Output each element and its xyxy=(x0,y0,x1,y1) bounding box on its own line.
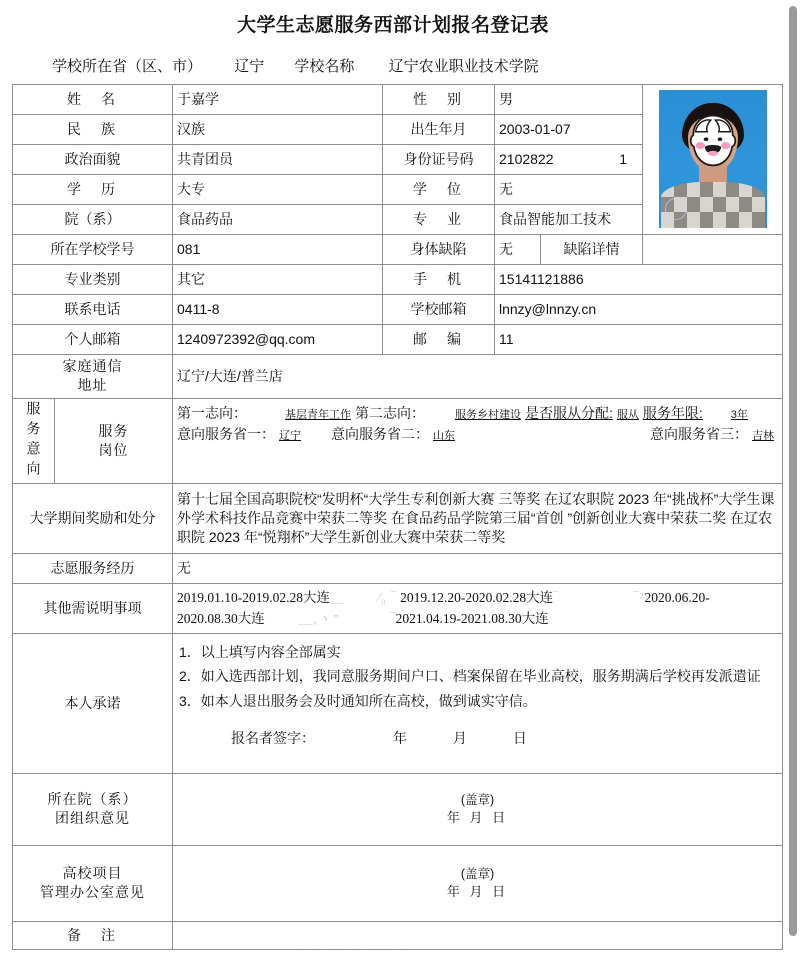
page-title: 大学生志愿服务西部计划报名登记表 xyxy=(236,15,549,36)
mobile-value: 15141121886 xyxy=(495,264,783,294)
office-opinion-label xyxy=(13,845,173,921)
ethnicity-value: 汉族 xyxy=(173,114,383,144)
gender-label: 性 别 xyxy=(383,84,495,114)
province-value: 辽宁 xyxy=(234,57,265,75)
other-matters-date-1: 2019.01.10-2019.02.28大连 xyxy=(177,589,330,605)
table-row xyxy=(13,483,783,553)
id-number-prefix: 2102822 xyxy=(499,150,554,167)
table-row xyxy=(13,773,783,845)
address-value: 辽宁/大连/普兰店 xyxy=(173,354,783,398)
office-date-text: 年 月 日 xyxy=(446,883,509,899)
disability-detail-label: 缺陷详情 xyxy=(541,234,643,264)
political-status-label: 政治面貌 xyxy=(13,144,173,174)
school-email-value: lnnzy@lnnzy.cn xyxy=(495,294,783,324)
avatar xyxy=(659,90,767,228)
pledge-item-2: 2．如入选西部计划，我同意服务期间户口、档案保留在毕业高校，服务期满后学校再发派遣证 xyxy=(179,668,761,685)
province-label: 学校所在省（区、市） xyxy=(52,57,203,75)
address-label-line1: 家庭通信 xyxy=(62,358,123,375)
cartoon-face-sticker-icon xyxy=(684,112,742,170)
degree-value: 无 xyxy=(495,174,643,204)
office-opinion-label-line2: 管理办公室意见 xyxy=(40,884,145,901)
political-status-value: 共青团员 xyxy=(173,144,383,174)
id-number-suffix: 1 xyxy=(619,150,628,167)
office-opinion-label-line1: 高校项目 xyxy=(62,865,123,882)
personal-email-value: 1240972392@qq.com xyxy=(173,324,383,354)
aspiration-provinces-line xyxy=(177,424,778,445)
first-choice-value: 基层青年工作 xyxy=(285,408,351,421)
school-email-label: 学校邮箱 xyxy=(383,294,495,324)
school-header xyxy=(52,55,800,76)
photo-cell xyxy=(643,84,783,234)
service-post-label xyxy=(55,398,173,483)
student-number-label: 所在学校学号 xyxy=(13,234,173,264)
phone-label: 联系电话 xyxy=(13,294,173,324)
signature-label: 报名者签字： xyxy=(231,730,315,747)
postcode-value: 11 xyxy=(495,324,783,354)
office-stamp-text: (盖章) xyxy=(460,866,495,881)
table-row xyxy=(13,234,783,264)
dept-opinion-label xyxy=(13,773,173,845)
birth-value: 2003-01-07 xyxy=(495,114,643,144)
dept-opinion-label-line1: 所在院（系） xyxy=(47,791,138,808)
table-row xyxy=(13,294,783,324)
aspiration-choices-line xyxy=(177,403,778,424)
major-label: 专 业 xyxy=(383,204,495,234)
awards-label: 大学期间奖励和处分 xyxy=(13,483,173,553)
service-years-label: 服务年限: xyxy=(642,404,703,421)
province1-label: 意向服务省一： xyxy=(177,425,275,442)
service-post-label-line1: 服务 xyxy=(98,422,129,439)
student-number-value: 081 xyxy=(173,234,383,264)
office-opinion-value xyxy=(173,845,783,921)
photo-seal-icon xyxy=(665,198,687,220)
pledge-item-1: 1．以上填写内容全部属实 xyxy=(179,643,341,660)
disability-value: 无 xyxy=(495,234,541,264)
obey-assignment-label: 是否服从分配: xyxy=(525,404,613,421)
scrollbar-thumb[interactable] xyxy=(789,6,797,936)
other-matters-label: 其他需说明事项 xyxy=(13,583,173,633)
table-row xyxy=(13,845,783,921)
aspiration-section-label: 服务意向 xyxy=(13,398,55,483)
table-row xyxy=(13,583,783,633)
birth-label: 出生年月 xyxy=(383,114,495,144)
name-value: 于嘉学 xyxy=(173,84,383,114)
page-scrollbar[interactable] xyxy=(786,0,800,976)
second-choice-value: 服务乡村建设 xyxy=(455,408,521,421)
other-matters-line-2: 2020.08.30大连 ＿‚ヽ⁼ ‾2021.04.19-2021.08.30大连 xyxy=(177,611,549,627)
address-label xyxy=(13,354,173,398)
education-value: 大专 xyxy=(173,174,383,204)
dept-date-text: 年 月 日 xyxy=(446,809,509,825)
college-value: 食品药品 xyxy=(173,204,383,234)
id-number-value xyxy=(495,144,643,174)
disability-detail-value xyxy=(643,234,783,264)
dept-opinion-value xyxy=(173,773,783,845)
registration-table xyxy=(12,84,783,950)
table-row xyxy=(13,633,783,773)
major-value: 食品智能加工技术 xyxy=(495,204,643,234)
obey-assignment-value: 服从 xyxy=(616,408,639,421)
ethnicity-label: 民 族 xyxy=(13,114,173,144)
phone-value: 0411-8 xyxy=(173,294,383,324)
other-matters-line-1: 2019.01.10-2019.02.28大连＿ ⁄₀ ‾ 2019.12.20-2020.02.28大连‾ ‾²2020.06.20- xyxy=(177,589,710,605)
major-category-value: 其它 xyxy=(173,264,383,294)
mobile-label: 手 机 xyxy=(383,264,495,294)
first-choice-label: 第一志向： xyxy=(177,404,247,421)
other-matters-date-4: 2020.08.30大连 xyxy=(177,611,265,627)
other-matters-date-5: 2021.04.19-2021.08.30大连 xyxy=(395,611,549,627)
province2-value: 山东 xyxy=(433,429,455,442)
awards-value: 第十七届全国高职院校“发明杯“大学生专利创新大赛 三等奖 在辽农职院 2023 年“挑战杯”大学生课外学术科技作品竞赛中荣获二等奖 在食品药品学院第三届“首创 ”创新创业大赛中荣获二奖 在辽农职院 2023 年“悦翔杯”大学生新创业大赛中荣获二等奖 xyxy=(173,483,783,553)
other-matters-value xyxy=(173,583,783,633)
volunteer-experience-value: 无 xyxy=(173,553,783,583)
name-label: 姓 名 xyxy=(13,84,173,114)
province3-value: 吉林 xyxy=(752,429,774,442)
pledge-item-3: 3．如本人退出服务会及时通知所在高校，做到诚实守信。 xyxy=(179,692,537,709)
province2-label: 意向服务省二： xyxy=(331,425,429,442)
gender-value: 男 xyxy=(495,84,643,114)
page-watermark: · · ·· · ··· · xyxy=(300,940,409,950)
volunteer-experience-label: 志愿服务经历 xyxy=(13,553,173,583)
province3-label: 意向服务省三： xyxy=(650,425,748,442)
dept-opinion-label-line2: 团组织意见 xyxy=(55,810,130,827)
pledge-signature-line xyxy=(179,729,776,748)
remark-label: 备 注 xyxy=(13,921,173,949)
id-number-label: 身份证号码 xyxy=(383,144,495,174)
college-label: 院（系） xyxy=(13,204,173,234)
table-row xyxy=(13,398,783,483)
other-matters-date-3: 2020.06.20- xyxy=(644,589,710,605)
pledge-label: 本人承诺 xyxy=(13,633,173,773)
address-label-line2: 地址 xyxy=(77,377,108,394)
disability-label: 身体缺陷 xyxy=(383,234,495,264)
personal-email-label: 个人邮箱 xyxy=(13,324,173,354)
school-name-label: 学校名称 xyxy=(294,57,355,75)
province1-value: 辽宁 xyxy=(279,429,301,442)
table-row xyxy=(13,324,783,354)
postcode-label: 邮 编 xyxy=(383,324,495,354)
second-choice-label: 第二志向： xyxy=(355,404,425,421)
education-label: 学 历 xyxy=(13,174,173,204)
degree-label: 学 位 xyxy=(383,174,495,204)
pledge-content xyxy=(173,633,783,773)
service-years-value: 3年 xyxy=(730,408,748,421)
school-name-value: 辽宁农业职业技术学院 xyxy=(388,57,539,75)
aspiration-details xyxy=(173,398,783,483)
table-row xyxy=(13,354,783,398)
dept-stamp-text: (盖章) xyxy=(460,792,495,807)
signature-date-label: 年 月 日 xyxy=(392,730,543,747)
service-post-label-line2: 岗位 xyxy=(98,441,129,458)
table-row xyxy=(13,553,783,583)
table-row xyxy=(13,84,783,114)
table-row xyxy=(13,264,783,294)
major-category-label: 专业类别 xyxy=(13,264,173,294)
other-matters-date-2: 2019.12.20-2020.02.28大连 xyxy=(400,589,554,605)
